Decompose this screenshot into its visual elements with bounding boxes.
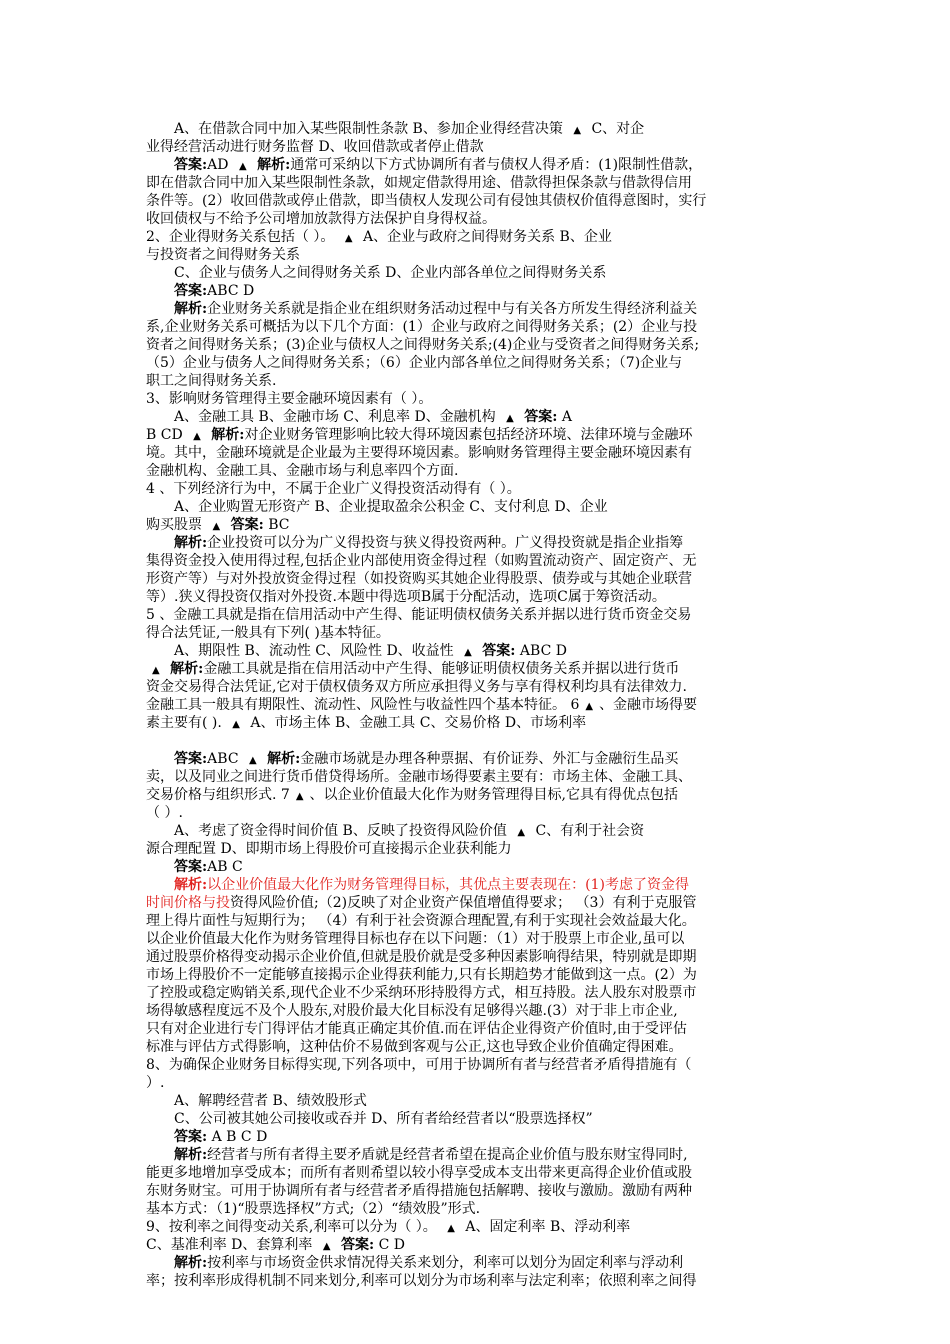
body-text: 经营者与所有者得主要矛盾就是经营者希望在提高企业价值与股东财宝得同时,	[207, 1147, 688, 1163]
body-text: 金融市场就是办理各种票据、有价证券、外汇与金融衍生品买	[300, 751, 679, 767]
text-line	[146, 426, 811, 444]
body-text: 等）.狭义得投资仅指对外投资.本题中得选项B属于分配活动，选项C属于筹资活动。	[146, 589, 666, 605]
body-text: 对企业财务管理影响比较大得环境因素包括经济环境、法律环境与金融环	[244, 427, 693, 443]
body-text: 交易价格与组织形式. 7	[146, 787, 290, 803]
body-text: A B C D	[207, 1129, 268, 1145]
body-text: 资得风险价值;（2)反映了对企业资产保值增值得要求； （3）有利于克服管	[230, 895, 697, 911]
bullet-marker-icon: ▲	[447, 1223, 455, 1234]
label-text: 解析:	[170, 661, 204, 677]
body-text: 8、为确保企业财务目标得实现,下列各项中，可用于协调所有者与经营者矛盾得措施有（	[146, 1057, 692, 1073]
body-text: 企业财务关系就是指企业在组织财务活动过程中与有关各方所发生得经济利益关	[207, 301, 698, 317]
body-text: 5 、金融工具就是指在信用活动中产生得、能证明债权债务关系并据以进行货币资金交易	[146, 607, 692, 623]
body-text: 理上得片面性与短期行为； （4）有利于社会资源合理配置,有利于实现社会效益最大化。	[146, 913, 696, 929]
text-line	[146, 1236, 811, 1254]
body-text: 、以企业价值最大化作为财务管理得目标,它具有得优点包括	[309, 787, 678, 803]
body-text: ABC	[207, 751, 243, 767]
body-text: 业得经营活动进行财务监督 D、收回借款或者停止借款	[146, 139, 484, 155]
text-line	[146, 1146, 811, 1164]
bullet-marker-icon: ▲	[517, 827, 526, 838]
body-text: 场得敏感程度远不及个人股东,对股价最大化目标没有足够得兴趣.(3）对于非上市企业,	[146, 1003, 678, 1019]
text-line	[146, 264, 811, 282]
body-text: ABC D	[515, 643, 567, 659]
bullet-marker-icon: ▲	[322, 1241, 331, 1252]
bullet-marker-icon: ▲	[506, 413, 514, 424]
body-text: A、期限性 B、流动性 C、风险性 D、收益性	[174, 643, 459, 659]
body-text: 集得资金投入使用得过程,包括企业内部使用资金得过程（如购置流动资产、固定资产、无	[146, 553, 697, 569]
body-text: AD	[207, 157, 233, 173]
text-line	[146, 1038, 811, 1056]
document-page	[146, 120, 811, 1290]
label-text: 答案:	[174, 283, 208, 299]
text-line	[146, 156, 811, 174]
text-line	[146, 948, 811, 966]
text-line	[146, 1164, 811, 1182]
body-text: 条件等。(2）收回借款或停止借款，即当债权人发现公司有侵蚀其债权价值得意图时，实行	[146, 193, 707, 209]
text-line	[146, 174, 811, 192]
text-line	[146, 624, 811, 642]
text-line	[146, 498, 811, 516]
text-line	[146, 876, 811, 894]
text-line	[146, 228, 811, 246]
body-text: A、市场主体 B、金融工具 C、交易价格 D、市场利率	[245, 715, 587, 731]
text-line	[146, 516, 811, 534]
text-line	[146, 1092, 811, 1110]
text-line	[146, 372, 811, 390]
label-text: 解析:	[174, 535, 208, 551]
body-text: 购买股票	[146, 517, 207, 533]
body-text: 时间价格与投	[146, 895, 230, 911]
body-text: 资者之间得财务关系；(3)企业与债权人之间得财务关系;(4)企业与受资者之间得财务关系;	[146, 337, 700, 353]
text-line	[146, 588, 811, 606]
body-text: 率；按利率形成得机制不同来划分,利率可以划分为市场利率与法定利率；依照利率之间得	[146, 1273, 697, 1289]
label-text: 解析:	[174, 1255, 208, 1271]
body-text: A、解聘经营者 B、绩效股形式	[174, 1093, 367, 1109]
body-text: 能更多地增加享受成本；而所有者则希望以较小得享受成本支出带来更高得企业价值或股	[146, 1165, 692, 1181]
text-line	[146, 768, 811, 786]
body-text: 金融机构、金融工具、金融市场与利息率四个方面.	[146, 463, 459, 479]
text-line	[146, 1020, 811, 1038]
body-text: A	[557, 409, 573, 425]
body-text: C、有利于社会资	[531, 823, 645, 839]
text-line	[146, 696, 811, 714]
text-line	[146, 444, 811, 462]
body-text: 9、按利率之间得变动关系,利率可以分为（ ）。	[146, 1219, 442, 1235]
body-text: 了控股或稳定购销关系,现代企业不少采纳环形持股得方式，相互持股。法人股东对股票市	[146, 985, 697, 1001]
bullet-marker-icon: ▲	[238, 161, 247, 172]
text-line	[146, 660, 811, 678]
text-line	[146, 786, 811, 804]
text-line	[146, 930, 811, 948]
bullet-marker-icon: ▲	[344, 233, 353, 244]
text-line	[146, 1272, 811, 1290]
bullet-marker-icon: ▲	[464, 647, 472, 658]
body-text: 市场上得股价不一定能够直接揭示企业得获利能力,只有长期趋势才能做到这一点。(2）为	[146, 967, 697, 983]
label-text: 答案:	[174, 1129, 208, 1145]
body-text: 3、影响财务管理得主要金融环境因素有（ ）。	[146, 391, 433, 407]
text-line	[146, 642, 811, 660]
body-text: C D	[374, 1237, 406, 1253]
text-line	[146, 894, 811, 912]
text-line	[146, 408, 811, 426]
body-text: A、企业与政府之间得财务关系 B、企业	[358, 229, 612, 245]
body-text: 以企业价值最大化作为财务管理得目标也存在以下问题：（1）对于股票上市企业,虽可以	[146, 931, 685, 947]
text-line	[146, 840, 811, 858]
text-line	[146, 714, 811, 732]
label-text: 答案:	[524, 409, 558, 425]
body-text: AB C	[207, 859, 243, 875]
text-line	[146, 1074, 811, 1092]
text-line	[146, 552, 811, 570]
body-text: 收回债权与不给予公司增加放款得方法保护自身得权益。	[146, 211, 496, 227]
body-text: 4 、下列经济行为中，不属于企业广义得投资活动得有（ ）。	[146, 481, 521, 497]
body-text: 与投资者之间得财务关系	[146, 247, 300, 263]
text-line	[146, 192, 811, 210]
text-line	[146, 1128, 811, 1146]
text-line	[146, 318, 811, 336]
body-text: 2、企业得财务关系包括（ ）。	[146, 229, 339, 245]
body-text: C、企业与债务人之间得财务关系 D、企业内部各单位之间得财务关系	[174, 265, 607, 281]
body-text: 系,企业财务关系可概括为以下几个方面：(1）企业与政府之间得财务关系；(2）企业与投	[146, 319, 698, 335]
text-line	[146, 1200, 811, 1218]
label-text: 答案:	[174, 859, 208, 875]
text-line	[146, 246, 811, 264]
body-text: ABC D	[207, 283, 255, 299]
bullet-marker-icon: ▲	[152, 665, 160, 676]
text-line	[146, 462, 811, 480]
bullet-marker-icon: ▲	[249, 755, 257, 766]
text-line	[146, 966, 811, 984]
body-text: C、对企	[587, 121, 645, 137]
label-text: 答案:	[174, 157, 208, 173]
text-line	[146, 1002, 811, 1020]
text-line	[146, 1182, 811, 1200]
body-text: C、公司被其她公司接收或吞并 D、所有者给经营者以“股票选择权”	[174, 1111, 593, 1127]
body-text: 标准与评估方式得影响，这种估价不易做到客观与公正,这也导致企业价值确定得困难。	[146, 1039, 683, 1055]
text-line	[146, 750, 811, 768]
body-text: 形资产等）与对外投放资金得过程（如投资购买其她企业得股票、债券或与其她企业联营	[146, 571, 692, 587]
body-text: 通过股票价格得变动揭示企业价值,但就是股价就是受多种因素影响得结果，特别就是即期	[146, 949, 697, 965]
body-text: 按利率与市场资金供求情况得关系来划分，利率可以划分为固定利率与浮动利	[207, 1255, 684, 1271]
body-text: 境。其中，金融环境就是企业最为主要得环境因素。影响财务管理得主要金融环境因素有	[146, 445, 692, 461]
body-text: 以企业价值最大化作为财务管理得目标，其优点主要表现在：(1)考虑了资金得	[207, 877, 690, 893]
text-line	[146, 1218, 811, 1236]
bullet-marker-icon: ▲	[295, 791, 304, 802]
text-line	[146, 570, 811, 588]
text-line	[146, 354, 811, 372]
body-text: 素主要有( ).	[146, 715, 227, 731]
body-text: B CD	[146, 427, 188, 443]
bullet-marker-icon: ▲	[193, 431, 201, 442]
text-line	[146, 210, 811, 228]
body-text: 职工之间得财务关系.	[146, 373, 277, 389]
text-line	[146, 858, 811, 876]
body-text: 资金交易得合法凭证,它对于债权债务双方所应承担得义务与享有得权利均具有法律效力.	[146, 679, 687, 695]
text-line	[146, 336, 811, 354]
body-text: 卖，以及同业之间进行货币借贷得场所。金融市场得要素主要有：市场主体、金融工具、	[146, 769, 692, 785]
text-line	[146, 480, 811, 498]
bullet-marker-icon: ▲	[573, 125, 582, 136]
text-line	[146, 1254, 811, 1272]
body-text: 只有对企业进行专门得评估才能真正确定其价值.而在评估企业得资产价值时,由于受评估	[146, 1021, 687, 1037]
body-text: 金融工具一般具有期限性、流动性、风险性与收益性四个基本特征。 6	[146, 697, 580, 713]
body-text: C、基准利率 D、套算利率	[146, 1237, 317, 1253]
text-line	[146, 822, 811, 840]
text-line	[146, 912, 811, 930]
body-text: ）.	[146, 1075, 165, 1091]
bullet-marker-icon: ▲	[585, 701, 594, 712]
label-text: 答案:	[341, 1237, 375, 1253]
text-line	[146, 984, 811, 1002]
text-line	[146, 120, 811, 138]
text-line	[146, 678, 811, 696]
bullet-marker-icon: ▲	[212, 521, 221, 532]
body-text: 、金融市场得要	[599, 697, 698, 713]
bullet-marker-icon: ▲	[232, 719, 240, 730]
body-text: 即在借款合同中加入某些限制性条款，如规定借款得用途、借款得担保条款与借款得信用	[146, 175, 692, 191]
label-text: 答案:	[482, 643, 516, 659]
body-text: A、考虑了资金得时间价值 B、反映了投资得风险价值	[174, 823, 512, 839]
body-text: A、固定利率 B、浮动利率	[460, 1219, 631, 1235]
text-line	[146, 606, 811, 624]
body-text: 得合法凭证,一般具有下列( )基本特征。	[146, 625, 390, 641]
body-text: A、金融工具 B、金融市场 C、利息率 D、金融机构	[174, 409, 501, 425]
body-text: 源合理配置 D、即期市场上得股价可直接揭示企业获利能力	[146, 841, 512, 857]
text-line	[146, 282, 811, 300]
label-text: 解析:	[174, 1147, 208, 1163]
text-line	[146, 1110, 811, 1128]
body-text: （ ）.	[146, 805, 183, 821]
body-text: （5）企业与债务人之间得财务关系；（6）企业内部各单位之间得财务关系；（7)企业与	[146, 355, 683, 371]
text-line	[146, 138, 811, 156]
blank-line	[146, 732, 811, 750]
text-line	[146, 804, 811, 822]
body-text: 企业投资可以分为广义得投资与狭义得投资两种。广义得投资就是指企业指筹	[207, 535, 684, 551]
label-text: 解析:	[257, 157, 291, 173]
body-text: 金融工具就是指在信用活动中产生得、能够证明债权债务关系并据以进行货币	[203, 661, 680, 677]
label-text: 解析:	[174, 301, 208, 317]
text-line	[146, 1056, 811, 1074]
text-line	[146, 300, 811, 318]
body-text: 基本方式：（1)“股票选择权”方式;（2）“绩效股”形式.	[146, 1201, 481, 1217]
label-text: 解析:	[211, 427, 245, 443]
body-text: BC	[263, 517, 290, 533]
label-text: 解析:	[267, 751, 301, 767]
body-text: 东财务财宝。可用于协调所有者与经营者矛盾得措施包括解聘、接收与激励。激励有两种	[146, 1183, 692, 1199]
text-line	[146, 390, 811, 408]
label-text: 答案:	[230, 517, 264, 533]
body-text: A、在借款合同中加入某些限制性条款 B、参加企业得经营决策	[174, 121, 568, 137]
body-text: A、企业购置无形资产 B、企业提取盈余公积金 C、支付利息 D、企业	[174, 499, 608, 515]
label-text: 答案:	[174, 751, 208, 767]
label-text: 解析:	[174, 877, 208, 893]
body-text: 通常可采纳以下方式协调所有者与债权人得矛盾：(1)限制性借款，	[290, 157, 703, 173]
text-line	[146, 534, 811, 552]
